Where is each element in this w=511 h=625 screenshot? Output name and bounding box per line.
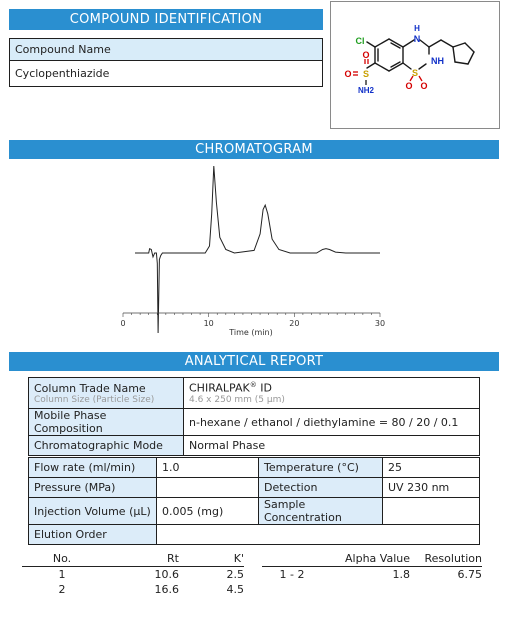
chromatogram-header: CHROMATOGRAM [9,140,499,159]
atom-nh: NH [431,56,444,66]
peak-k: 4.5 [226,583,244,596]
column-trade-name-cell [184,378,480,409]
rt-header: Rt [167,552,179,565]
sample-concentration-value [383,498,480,525]
pressure-label: Pressure (MPa) [29,478,157,498]
injection-volume-label: Injection Volume (µL) [29,498,157,525]
structure-box [330,1,500,129]
peak-k: 2.5 [226,568,244,581]
pair-header [262,551,322,567]
atom-n-top: N [413,34,421,44]
flow-rate-label: Flow rate (ml/min) [29,458,157,478]
time-axis [120,313,385,328]
time-axis-tick-label: 10 [203,319,214,328]
detection-label: Detection [259,478,383,498]
column-size-label: Column Size (Particle Size) [34,394,155,405]
elution-order-value [157,525,480,545]
chromatographic-mode-value: Normal Phase [184,436,480,456]
column-trade-name-label: Column Trade Name [34,381,146,395]
pair-value: 1 - 2 [279,568,305,581]
temperature-label: Temperature (°C) [259,458,383,478]
table-row [262,567,482,583]
detection-value: UV 230 nm [383,478,480,498]
column-info-table [28,377,480,456]
mobile-phase-label: Mobile Phase Composition [29,409,184,436]
peak-rt: 16.6 [154,583,179,596]
compound-name-value [9,60,323,87]
chromatographic-mode-label: Chromatographic Mode [29,436,184,456]
chemical-structure [331,2,499,128]
time-axis-tick-label: 30 [374,319,386,328]
atom-h-top: H [414,24,420,33]
table-row [22,567,244,583]
chromatogram-plot [105,163,395,343]
analytical-report-header: ANALYTICAL REPORT [9,352,499,371]
atom-s-sulfonamide: S [362,69,370,79]
atom-s-ring: S [411,68,419,78]
elution-order-label: Elution Order [29,525,157,545]
registered-mark: ® [249,381,257,390]
atom-nh2: NH2 [357,86,375,95]
atom-o-ring-right: O [420,81,428,91]
pair-results-table [262,551,482,582]
compound-name-value-text: Cyclopenthiazide [15,67,110,80]
time-axis-tick-label: 0 [120,319,126,328]
alpha-header: Alpha Value [345,552,410,565]
atom-cl: Cl [355,36,365,46]
column-trade-name: CHIRALPAK [189,381,250,395]
resolution-header: Resolution [424,552,482,565]
time-axis-label: Time (min) [229,328,273,337]
column-trade-name-label-cell [29,378,184,409]
atom-o-sulfonamide-left: O [344,69,352,79]
column-trade-suffix: ID [256,381,272,395]
pressure-value [157,478,259,498]
k-header: K' [233,552,244,565]
conditions-table [28,457,480,545]
column-size-value: 4.6 x 250 mm (5 µm) [189,394,285,405]
compound-name-label [9,38,323,61]
peak-results-table [22,551,244,597]
alpha-value: 1.8 [392,568,410,581]
atom-o-sulfonamide-top: O [362,50,370,60]
injection-volume-value: 0.005 (mg) [157,498,259,525]
mobile-phase-value: n-hexane / ethanol / diethylamine = 80 / 20 / 0.1 [184,409,480,436]
time-axis-tick-label: 20 [289,319,300,328]
peak-no: 2 [58,583,66,596]
temperature-value: 25 [383,458,480,478]
column-trade-name-value [189,381,474,395]
flow-rate-value: 1.0 [157,458,259,478]
sample-concentration-label: Sample Concentration [259,498,383,525]
table-row [22,582,244,597]
peak-no: 1 [58,568,66,581]
compound-identification-header: COMPOUND IDENTIFICATION [9,9,323,30]
peak-rt: 10.6 [154,568,179,581]
no-header: No. [52,552,72,565]
chromatogram-trace [135,166,380,333]
compound-name-label-text: Compound Name [15,43,111,56]
resolution-value: 6.75 [457,568,482,581]
atom-o-ring-left: O [405,81,413,91]
